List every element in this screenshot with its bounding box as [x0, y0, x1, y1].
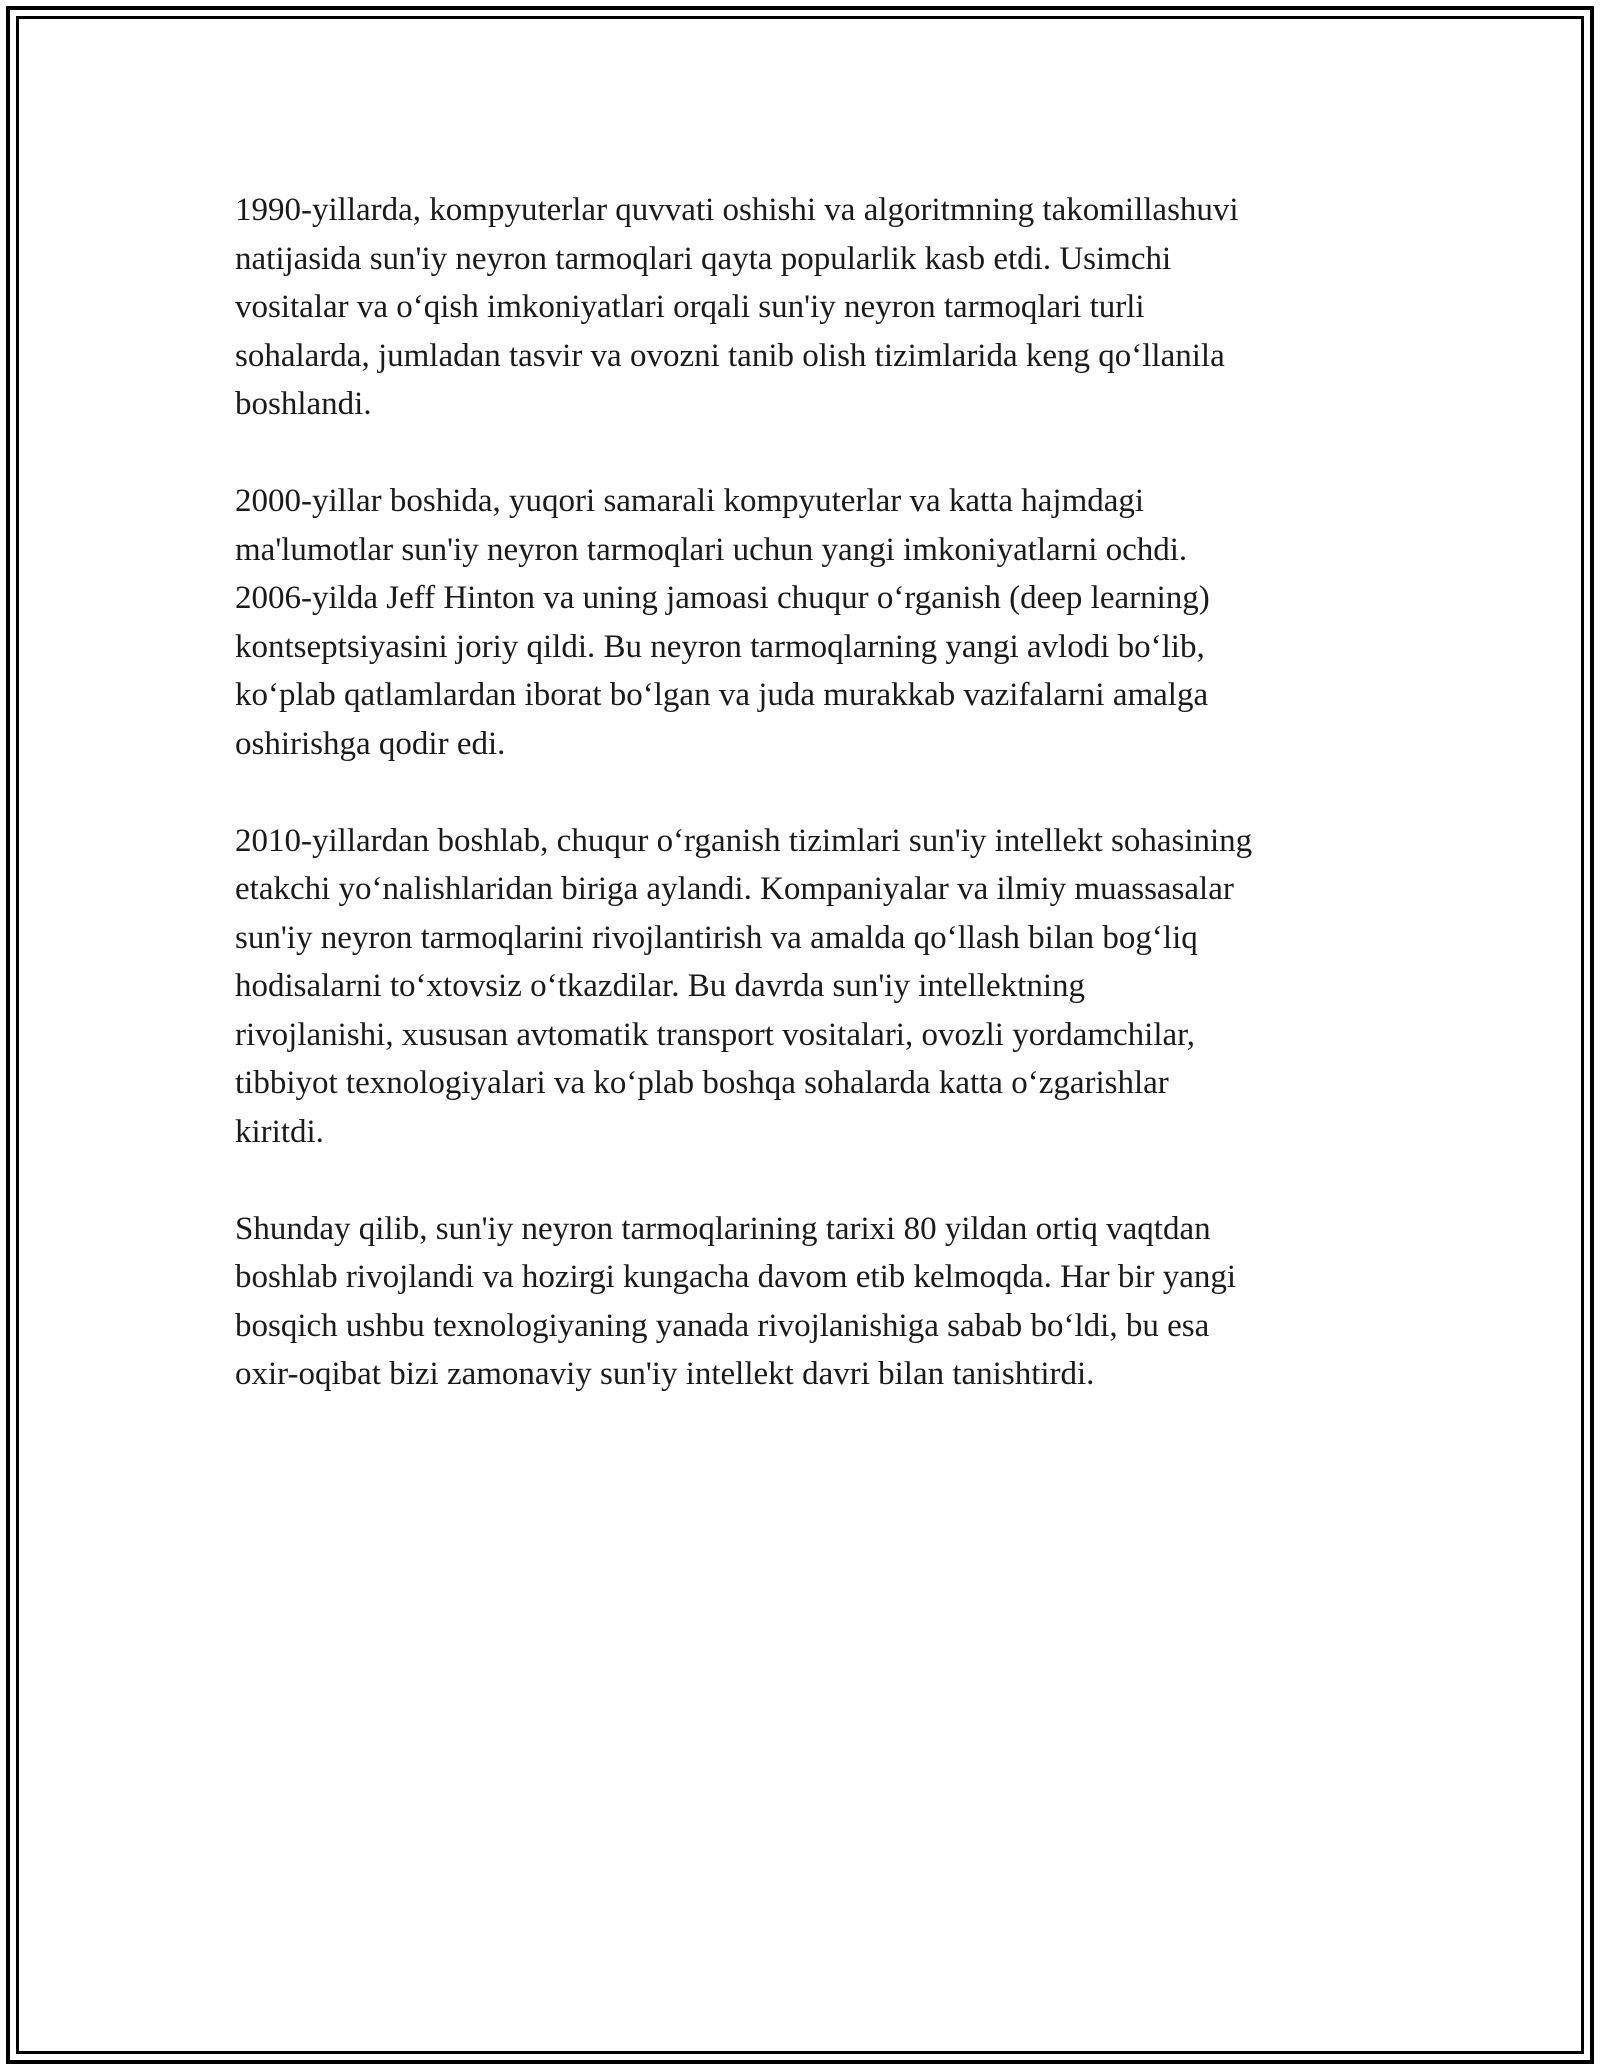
- text-line: vositalar va o‘qish imkoniyatlari orqali sun'iy neyron tarmoqlari turli: [235, 289, 1145, 325]
- text-line: bosqich ushbu texnologiyaning yanada rivojlanishiga sabab bo‘ldi, bu esa: [235, 1307, 1210, 1344]
- paragraph-conclusion: [235, 1205, 1385, 1399]
- text-line: sun'iy neyron tarmoqlarini rivojlantirish va amalda qo‘llash bilan bog‘liq: [235, 919, 1198, 956]
- text-line: 2000-yillar boshida, yuqori samarali kompyuterlar va katta hajmdagi: [235, 483, 1145, 519]
- paragraph-1990s: [235, 186, 1385, 429]
- text-line: boshlandi.: [235, 386, 372, 422]
- text-line: ko‘plab qatlamlardan iborat bo‘lgan va juda murakkab vazifalarni amalga: [235, 677, 1209, 713]
- text-line: natijasida sun'iy neyron tarmoqlari qayta popularlik kasb etdi. Usimchi: [235, 240, 1172, 277]
- text-line: Shunday qilib, sun'iy neyron tarmoqlarining tarixi 80 yildan ortiq vaqtdan: [235, 1210, 1211, 1247]
- paragraph-2010s: [235, 817, 1385, 1157]
- text-line: kiritdi.: [235, 1113, 324, 1150]
- text-line: 1990-yillarda, kompyuterlar quvvati oshishi va algoritmning takomillashuvi: [235, 192, 1239, 228]
- paragraph-2000s: [235, 477, 1385, 768]
- text-line: sohalarda, jumladan tasvir va ovozni tanib olish tizimlarida keng qo‘llanila: [235, 337, 1225, 374]
- text-line: kontseptsiyasini joriy qildi. Bu neyron tarmoqlarning yangi avlodi bo‘lib,: [235, 628, 1205, 665]
- text-line: 2010-yillardan boshlab, chuqur o‘rganish tizimlari sun'iy intellekt sohasining: [235, 822, 1253, 859]
- document-body: [235, 186, 1385, 1447]
- text-line: oshirishga qodir edi.: [235, 725, 506, 762]
- text-line: 2006-yilda Jeff Hinton va uning jamoasi chuqur o‘rganish (deep learning): [235, 580, 1210, 616]
- text-line: oxir-oqibat bizi zamonaviy sun'iy intellekt davri bilan tanishtirdi.: [235, 1356, 1095, 1392]
- text-line: tibbiyot texnologiyalari va ko‘plab boshqa sohalarda katta o‘zgarishlar: [235, 1065, 1169, 1101]
- text-line: hodisalarni to‘xtovsiz o‘tkazdilar. Bu davrda sun'iy intellektning: [235, 968, 1086, 1004]
- text-line: rivojlanishi, xususan avtomatik transport vositalari, ovozli yordamchilar,: [235, 1016, 1196, 1053]
- text-line: etakchi yo‘nalishlaridan biriga aylandi. Kompaniyalar va ilmiy muassasalar: [235, 871, 1234, 907]
- text-line: boshlab rivojlandi va hozirgi kungacha davom etib kelmoqda. Har bir yangi: [235, 1259, 1237, 1295]
- text-line: ma'lumotlar sun'iy neyron tarmoqlari uchun yangi imkoniyatlarni ochdi.: [235, 531, 1188, 568]
